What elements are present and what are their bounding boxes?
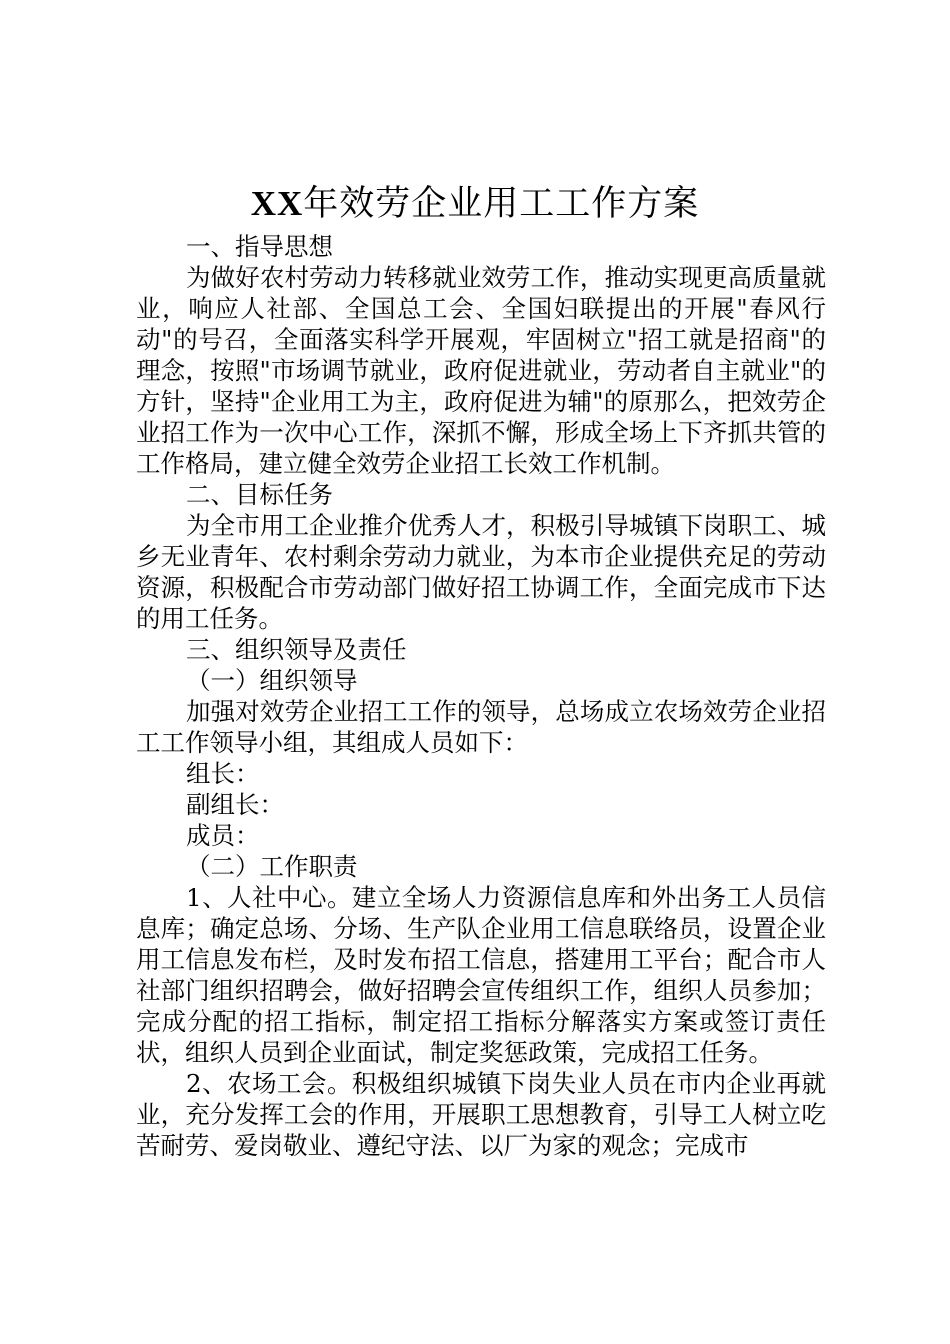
title-prefix: XX — [250, 184, 304, 223]
paragraph-duty-1: 1、人社中心。建立全场人力资源信息库和外出务工人员信息库；确定总场、分场、生产队企业用工信息联络员，设置企业用工信息发布栏，及时发布招工信息，搭建用工平台；配合市人社部门组织招聘会，做好招聘会宣传组织工作，组织人员参加；完成分配的招工指标，制定招工指标分解落实方案或签订责任状，组织人员到企业面试，制定奖惩政策，完成招工任务。 — [136, 883, 826, 1067]
page-title — [0, 180, 950, 228]
leader-line: 组长： — [186, 759, 260, 788]
subsection-heading-duties: （二）工作职责 — [186, 852, 358, 881]
section-heading-guiding-ideology: 一、指导思想 — [186, 232, 333, 261]
members-line: 成员： — [186, 821, 260, 850]
section-heading-organization: 三、组织领导及责任 — [186, 635, 407, 664]
paragraph-guiding-ideology: 为做好农村劳动力转移就业效劳工作，推动实现更高质量就业，响应人社部、全国总工会、全国妇联提出的开展"春风行动"的号召，全面落实科学开展观，牢固树立"招工就是招商"的理念，按照"市场调节就业，政府促进就业，劳动者自主就业"的方针，坚持"企业用工为主，政府促进为辅"的原那么，把效劳企业招工作为一次中心工作，深抓不懈，形成全场上下齐抓共管的工作格局，建立健全效劳企业招工长效工作机制。 — [136, 263, 826, 478]
title-main: 年效劳企业用工工作方案 — [303, 184, 700, 224]
subsection-heading-leadership: （一）组织领导 — [186, 666, 358, 695]
paragraph-goals: 为全市用工企业推介优秀人才，积极引导城镇下岗职工、城乡无业青年、农村剩余劳动力就业，为本市企业提供充足的劳动资源，积极配合市劳动部门做好招工协调工作，全面完成市下达的用工任务。 — [136, 511, 826, 633]
paragraph-duty-2: 2、农场工会。积极组织城镇下岗失业人员在市内企业再就业，充分发挥工会的作用，开展职工思想教育，引导工人树立吃苦耐劳、爱岗敬业、遵纪守法、以厂为家的观念；完成市 — [136, 1069, 826, 1160]
deputy-leader-line: 副组长： — [186, 790, 284, 819]
paragraph-leadership: 加强对效劳企业招工工作的领导，总场成立农场效劳企业招工工作领导小组，其组成人员如下： — [136, 697, 826, 757]
section-heading-goals: 二、目标任务 — [186, 480, 333, 509]
document-body — [136, 231, 826, 1161]
